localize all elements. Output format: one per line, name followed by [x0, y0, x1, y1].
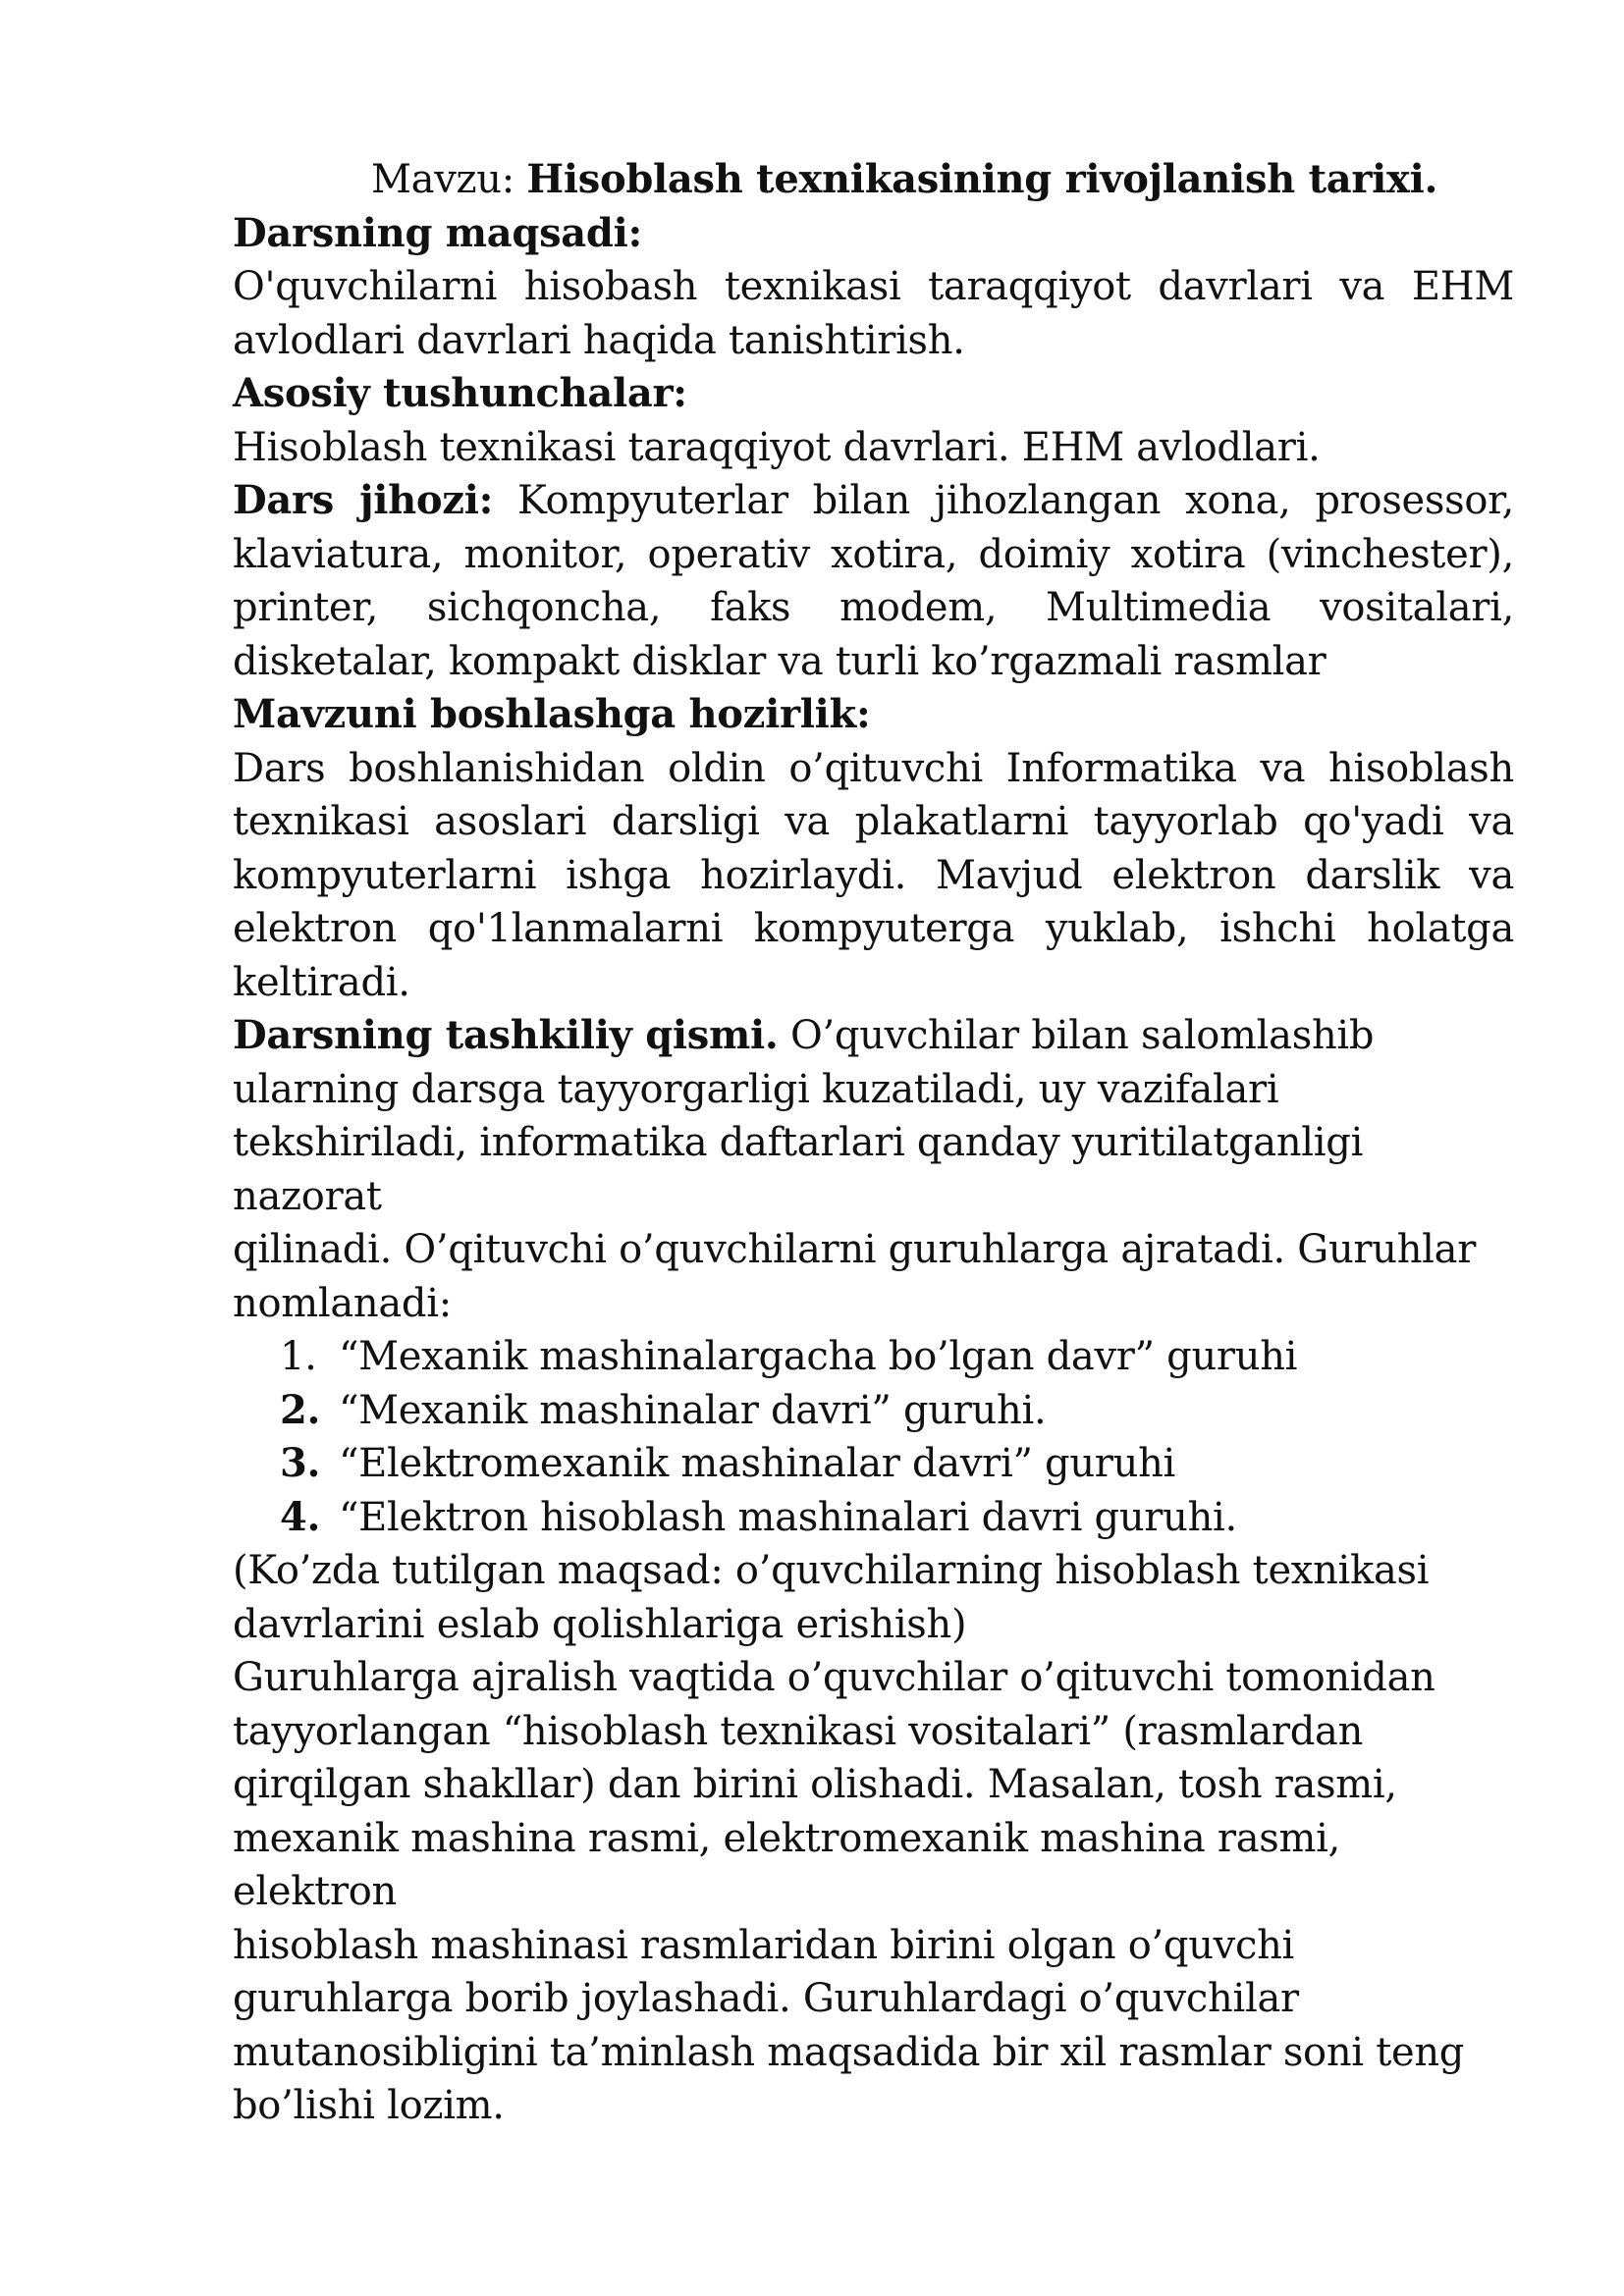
- list-item: [233, 1384, 1514, 1438]
- list-item-number: 3.: [280, 1440, 321, 1486]
- aim-line-1: (Ko’zda tutilgan maqsad: o’quvchilarning hisoblash texnikasi: [233, 1548, 1430, 1593]
- closing-line-3: qirqilgan shakllar) dan birini olishadi. Masalan, tosh rasmi,: [233, 1762, 1397, 1807]
- organization-heading: Darsning tashkiliy qismi.: [233, 1012, 779, 1058]
- organization-paragraph: [233, 1009, 1514, 1330]
- goal-text: O'quvchilarni hisobash texnikasi taraqqiyot davrlari va EHM avlodlari davrlari haqida tanishtirish.: [233, 264, 1514, 363]
- organization-line-3: tekshiriladi, informatika daftarlari qanday yuritilatganligi nazorat: [233, 1120, 1364, 1219]
- preparation-heading-text: Mavzuni boshlashga hozirlik:: [233, 691, 871, 737]
- equipment-text: Kompyuterlar bilan jihozlangan xona, prosessor, klaviatura, monitor, operativ xotira, doimiy xotira (vinchester), printer, sichqoncha, faks modem, Multimedia vositalari, disketalar, kompakt disklar va turli ko’rgazmali rasmlar: [233, 478, 1515, 684]
- preparation-heading: [233, 688, 1514, 742]
- list-item-text: “Elektron hisoblash mashinalari davri guruhi.: [339, 1494, 1237, 1540]
- closing-paragraph: [233, 1651, 1514, 2133]
- goal-heading: [233, 207, 1514, 261]
- concepts-text: Hisoblash texnikasi taraqqiyot davrlari. EHM avlodlari.: [233, 424, 1321, 470]
- organization-line-4: qilinadi. O’qituvchi o’quvchilarni guruhlarga ajratadi. Guruhlar: [233, 1227, 1477, 1272]
- closing-line-8: bo’lishi lozim.: [233, 2083, 505, 2128]
- closing-line-4: mexanik mashina rasmi, elektromexanik mashina rasmi, elektron: [233, 1815, 1341, 1914]
- title-prefix: Mavzu:: [371, 157, 527, 202]
- concepts-heading-text: Asosiy tushunchalar:: [233, 370, 687, 416]
- organization-line-5: nomlanadi:: [233, 1280, 452, 1326]
- organization-line-1: [233, 1009, 1514, 1063]
- list-item-text: “Mexanik mashinalar davri” guruhi.: [339, 1387, 1047, 1433]
- equipment-heading: Dars jihozi:: [233, 477, 494, 523]
- list-item: [233, 1437, 1514, 1491]
- closing-line-1: Guruhlarga ajralish vaqtida o’quvchilar o’qituvchi tomonidan: [233, 1655, 1435, 1700]
- preparation-text: Dars boshlanishidan oldin o’qituvchi Informatika va hisoblash texnikasi asoslari darsligi va plakatlarni tayyorlab qo'yadi va kompyuterlarni ishga hozirlaydi. Mavjud elektron darslik va elektron qo'1lanmalarni kompyuterga yuklab, ishchi holatga keltiradi.: [233, 745, 1514, 1005]
- organization-line-1-text: O’quvchilar bilan salomlashib: [778, 1013, 1375, 1058]
- aim-line-2: davrlarini eslab qolishlariga erishish): [233, 1601, 967, 1647]
- title-text: Hisoblash texnikasining rivojlanish tarixi.: [526, 156, 1438, 202]
- closing-line-6: guruhlarga borib joylashadi. Guruhlardagi o’quvchilar: [233, 1976, 1299, 2021]
- equipment-paragraph: [233, 474, 1514, 688]
- list-item: [233, 1491, 1514, 1545]
- list-item-number: 1.: [280, 1334, 317, 1379]
- closing-line-2: tayyorlangan “hisoblash texnikasi vositalari” (rasmlardan: [233, 1708, 1364, 1754]
- aim-paragraph: [233, 1544, 1514, 1651]
- organization-line-2: ularning darsga tayyorgarligi kuzatiladi, uy vazifalari: [233, 1066, 1279, 1112]
- closing-line-5: hisoblash mashinasi rasmlaridan birini olgan o’quvchi: [233, 1922, 1295, 1968]
- concepts-heading: [233, 367, 1514, 421]
- list-item-number: 4.: [280, 1493, 321, 1540]
- lesson-title: [233, 153, 1514, 207]
- list-item-number: 2.: [280, 1386, 321, 1433]
- document-page: [233, 153, 1514, 2133]
- list-item-text: “Mexanik mashinalargacha bo’lgan davr” guruhi: [339, 1334, 1298, 1379]
- closing-line-7: mutanosibligini ta’minlash maqsadida bir xil rasmlar soni teng: [233, 2029, 1465, 2075]
- goal-heading-text: Darsning maqsadi:: [233, 209, 642, 256]
- list-item-text: “Elektromexanik mashinalar davri” guruhi: [339, 1441, 1176, 1486]
- groups-list: [233, 1330, 1514, 1544]
- list-item: [233, 1330, 1514, 1384]
